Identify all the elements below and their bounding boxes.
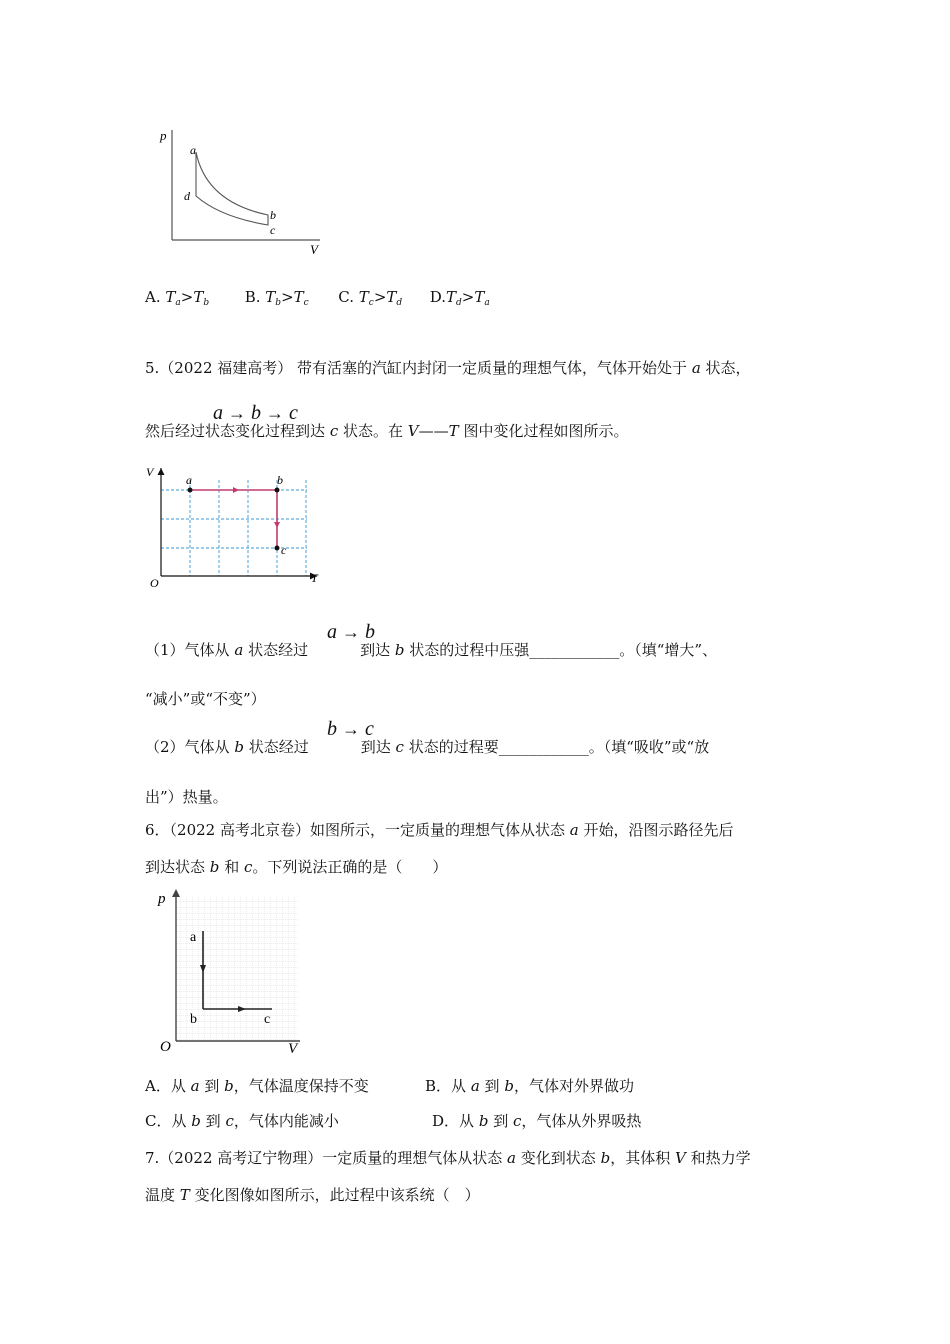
q5-t-label: T xyxy=(311,571,318,585)
q4-cycle-path xyxy=(196,152,268,225)
q6-option-d: D．从 b 到 c，气体从外界吸热 xyxy=(432,1112,642,1130)
q6-p-label: p xyxy=(158,891,166,907)
q5-label-c: c xyxy=(281,543,287,557)
q6-stem-line2: 到达状态 b 和 c。下列说法正确的是（ ） xyxy=(145,858,448,876)
q4-p-label: p xyxy=(160,128,167,143)
q5-point-c-dot xyxy=(275,546,280,551)
q5-sub1: （1）气体从 a 状态经过 到达 b 状态的过程中压强____________。（填“增大”、 xyxy=(145,641,718,659)
q5-vt-graph xyxy=(145,460,335,590)
q4-point-a: a xyxy=(190,143,196,157)
q5-stem-line2: 然后经过状态变化过程到达 c 状态。在 V——T 图中变化过程如图所示。 xyxy=(145,422,629,440)
q5-stem-line1: 5.（2022 福建高考） 带有活塞的汽缸内封闭一定质量的理想气体，气体开始处于 a 状态， xyxy=(145,359,751,377)
q4-option-c: C. $T_c>T_d$ xyxy=(338,288,403,308)
q7-stem-line1: 7.（2022 高考辽宁物理）一定质量的理想气体从状态 a 变化到状态 b，其体积 V 和热力学 xyxy=(145,1149,751,1167)
q4-point-d: d xyxy=(184,189,190,203)
q4-options xyxy=(145,288,490,308)
q6-label-a: a xyxy=(190,930,197,945)
q5-point-b-dot xyxy=(275,488,280,493)
q5-point-a-dot xyxy=(188,488,193,493)
q4-option-b: B. $T_b>T_c$ xyxy=(244,288,309,308)
q7-stem-line2: 温度 T 变化图像如图所示，此过程中该系统（ ） xyxy=(145,1186,480,1204)
q6-option-b: B．从 a 到 b，气体对外界做功 xyxy=(425,1077,634,1095)
q5-sub2-cont: 出”）热量。 xyxy=(145,788,228,806)
q4-option-d: $D.T_d>T_a$ xyxy=(429,288,490,308)
q5-label-a: a xyxy=(186,473,192,487)
q6-label-c: c xyxy=(264,1012,271,1027)
q6-option-a: A．从 a 到 b，气体温度保持不变 xyxy=(145,1077,369,1095)
q6-label-b: b xyxy=(190,1012,197,1027)
q5-sub1-cont: “减小”或“不变”） xyxy=(145,690,266,708)
q4-point-b: b xyxy=(270,208,276,222)
q4-v-label: V xyxy=(310,242,318,257)
q5-path-formula: a → b → c xyxy=(213,402,298,424)
q5-sub2-formula: b → c xyxy=(327,718,374,740)
q6-option-c: C．从 b 到 c，气体内能减小 xyxy=(145,1112,339,1130)
q5-label-b: b xyxy=(277,473,283,487)
q6-v-label: V xyxy=(288,1041,298,1055)
q4-point-c: c xyxy=(270,223,276,237)
q4-option-a: A. $T_a>T_b$ xyxy=(145,288,210,308)
q5-sub2: （2）气体从 b 状态经过 到达 c 状态的过程要____________。（填“吸收”或“放 xyxy=(145,738,710,756)
q4-pv-graph xyxy=(150,122,340,262)
q5-origin-label: O xyxy=(150,576,159,590)
q5-grid xyxy=(161,480,307,576)
q5-sub1-formula: a → b xyxy=(327,621,375,643)
q5-arrow-ab xyxy=(233,487,239,493)
q5-arrow-bc xyxy=(274,522,280,528)
q6-pv-graph xyxy=(150,883,310,1055)
q6-stem-line1: 6．（2022 高考北京卷）如图所示，一定质量的理想气体从状态 a 开始，沿图示路径先后 xyxy=(145,821,734,839)
q5-v-label: V xyxy=(146,465,154,479)
q6-origin-label: O xyxy=(160,1039,171,1055)
